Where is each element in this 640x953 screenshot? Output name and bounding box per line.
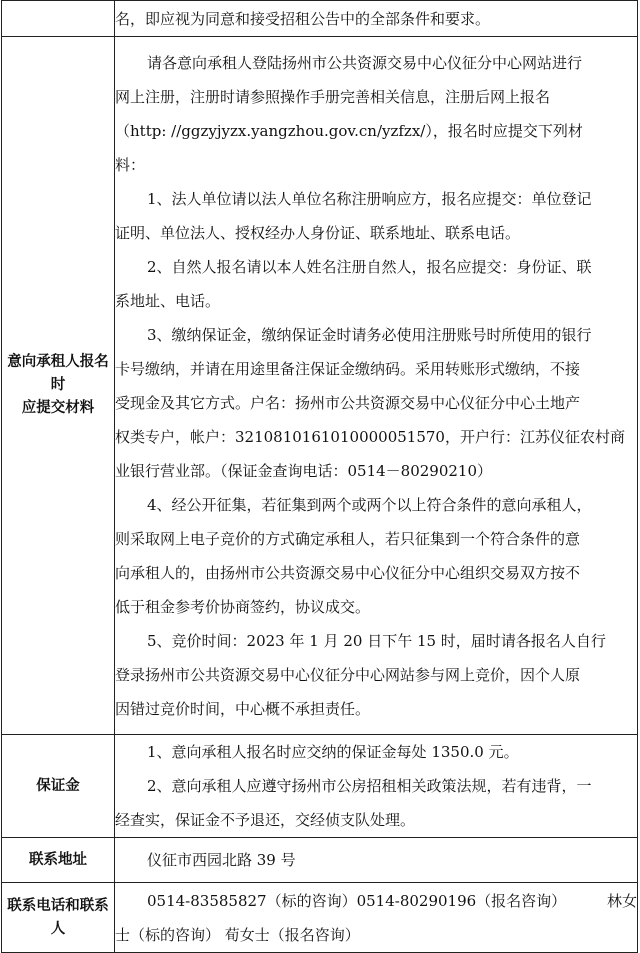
contact-label <box>2 883 115 953</box>
paragraph-line: 2、意向承租人应遵守扬州市公房招租相关政策法规，若有违背，一 <box>147 777 592 795</box>
empty-label-cell <box>2 1 115 37</box>
paragraph-line: 业银行营业部。（保证金查询电话：0514－80290210） <box>115 461 493 480</box>
paragraph-line: 系地址、电话。 <box>115 291 221 310</box>
paragraph-line: 登录扬州市公共资源交易中心仪征分中心网站参与网上竞价，因个人原 <box>115 665 581 684</box>
paragraph-line: 证明、单位法人、授权经办人身份证、联系地址、联系电话。 <box>115 223 521 242</box>
content-cell <box>115 1 638 37</box>
address-value: 仪征市西园北路 39 号 <box>147 851 296 869</box>
paragraph-line: 1、法人单位请以法人单位名称注册响应方，报名应提交：单位登记 <box>147 189 592 208</box>
deposit-content <box>115 735 638 838</box>
paragraph-line: 请各意向承租人登陆扬州市公共资源交易中心仪征分中心网站进行 <box>147 53 583 72</box>
table-row-continuation <box>2 1 638 37</box>
continuation-text: 名，即应视为同意和接受招租公告中的全部条件和要求。 <box>115 9 491 28</box>
paragraph-line: 因错过竞价时间，中心概不承担责任。 <box>115 699 371 718</box>
address-content <box>115 838 638 883</box>
paragraph-line: 1、意向承租人报名时应交纳的保证金每处 1350.0 元。 <box>147 743 519 761</box>
contact-label-line: 人 <box>50 920 66 937</box>
materials-label-line: 时 <box>50 377 66 393</box>
contact-line <box>115 884 637 918</box>
paragraph-line: （http: //ggzyjyzx.yangzhou.gov.cn/yzfzx/），报名时应提交下列材 <box>115 121 583 140</box>
deposit-label: 保证金 <box>2 735 115 838</box>
paragraph-line: 向承租人的，由扬州市公共资源交易中心仪征分中心组织交易双方按不 <box>115 563 581 582</box>
paragraph-line: 5、竞价时间：2023 年 1 月 20 日下午 15 时，届时请各报名人自行 <box>147 631 606 650</box>
notice-table <box>1 0 638 953</box>
paragraph-line: 料： <box>115 155 146 174</box>
paragraph-line: 2、自然人报名请以本人姓名注册自然人，报名应提交：身份证、联 <box>147 257 592 276</box>
address-label: 联系地址 <box>2 838 115 883</box>
contact-line: 士（标的咨询） 荀女士（报名咨询） <box>115 925 360 944</box>
contact-phones: 0514-83585827（标的咨询）0514-80290196（报名咨询） <box>147 891 567 910</box>
paragraph-line: 网上注册，注册时请参照操作手册完善相关信息，注册后网上报名 <box>115 87 551 106</box>
table-row-deposit <box>2 735 638 838</box>
paragraph-line: 卡号缴纳，并请在用途里备注保证金缴纳码。采用转账形式缴纳，不接 <box>115 359 581 378</box>
paragraph-line: 4、经公开征集，若征集到两个或两个以上符合条件的意向承租人， <box>147 495 592 514</box>
paragraph-line: 受现金及其它方式。户名：扬州市公共资源交易中心仪征分中心土地产 <box>115 393 581 412</box>
materials-content <box>115 37 638 735</box>
contact-label-line: 联系电话和联系 <box>7 897 109 914</box>
paragraph-line: 低于租金参考价协商签约，协议成交。 <box>115 597 371 616</box>
table-row-materials <box>2 37 638 735</box>
materials-label-line: 意向承租人报名 <box>7 354 109 370</box>
contact-person-start: 林女 <box>606 891 637 910</box>
paragraph-line: 经查实，保证金不予退还，交经侦支队处理。 <box>115 811 416 829</box>
materials-label <box>2 37 115 735</box>
materials-label-line: 应提交材料 <box>21 400 95 416</box>
contact-content <box>115 883 638 953</box>
table-row-address <box>2 838 638 883</box>
paragraph-line: 权类专户，帐户：3210810161010000051570，开户行：江苏仪征农村商 <box>115 427 625 446</box>
paragraph-line: 则采取网上电子竞价的方式确定承租人，若只征集到一个符合条件的意 <box>115 529 581 548</box>
table-row-contact <box>2 883 638 953</box>
paragraph-line: 3、缴纳保证金，缴纳保证金时请务必使用注册账号时所使用的银行 <box>147 325 592 344</box>
